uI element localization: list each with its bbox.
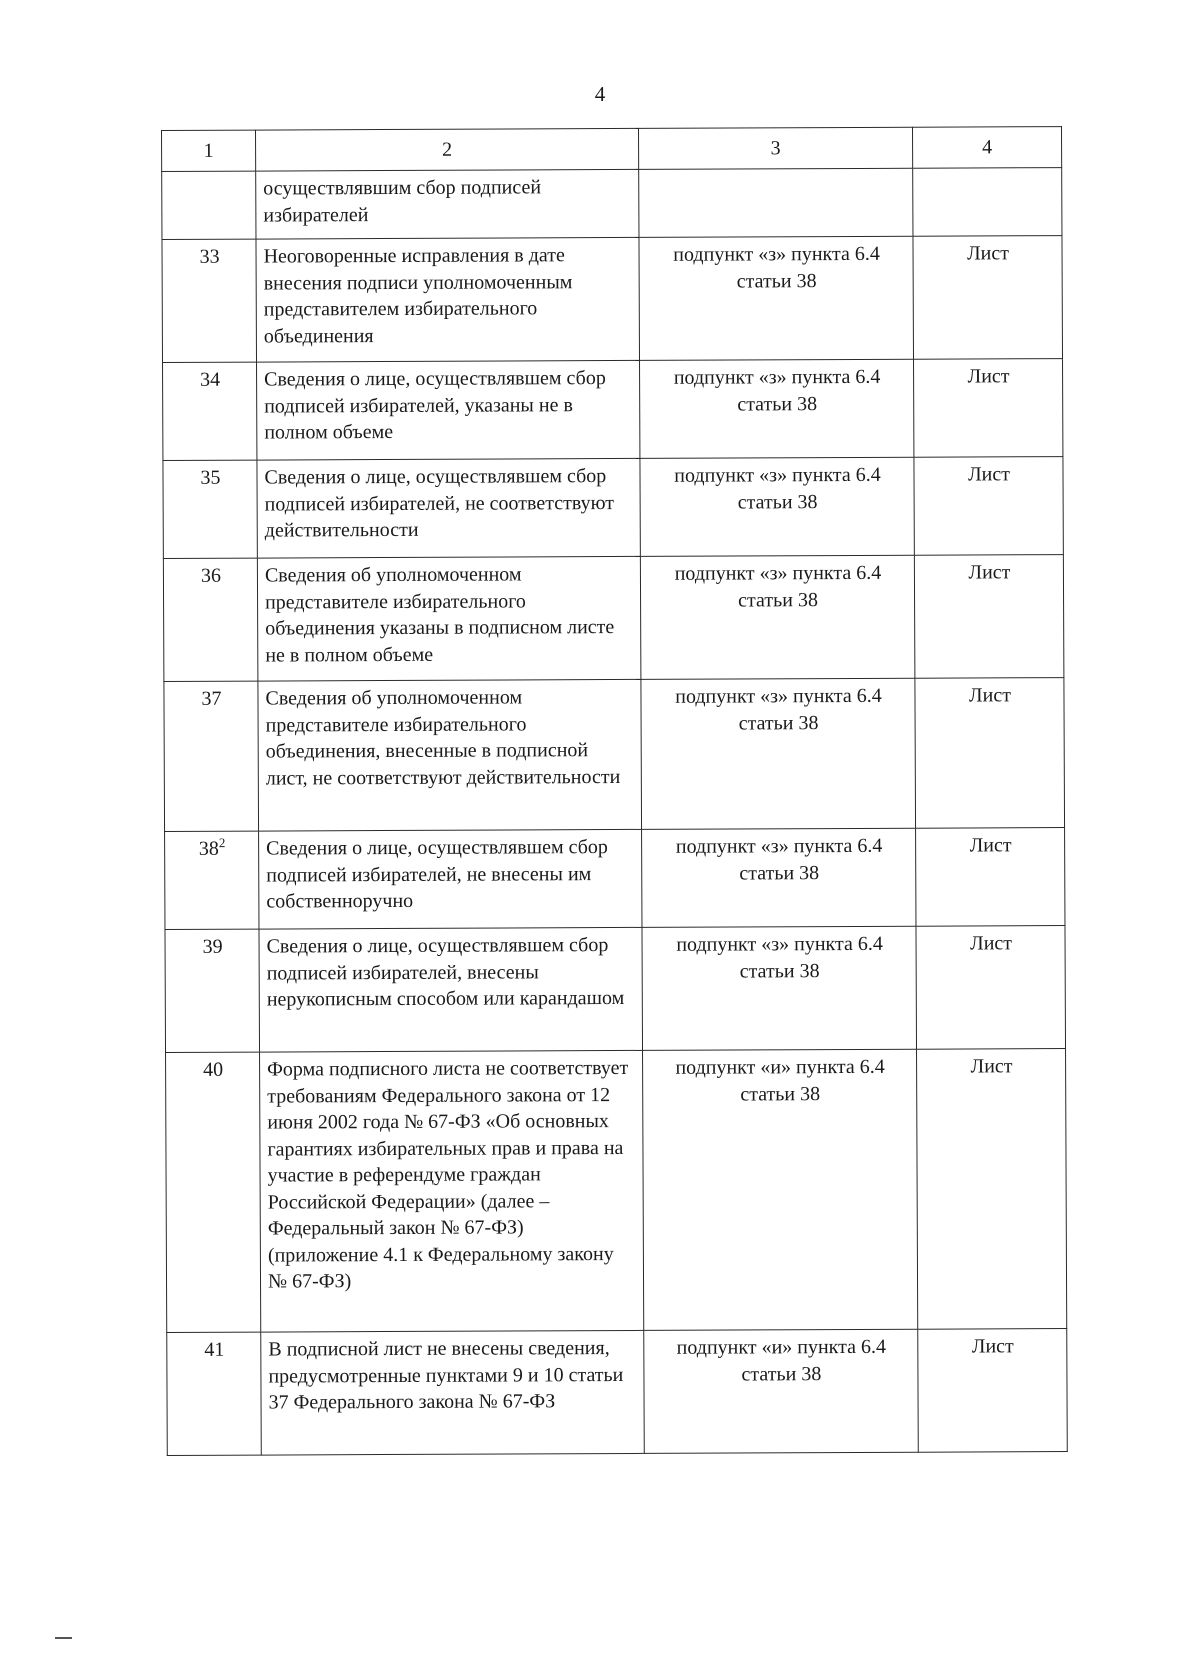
header-cell-1: 1 xyxy=(162,130,256,171)
table-row xyxy=(167,1329,1068,1456)
row-description: Сведения об уполномоченном представителе избирательного объединения, внесенные в подписной лист, не соответствуют действительности xyxy=(258,679,642,831)
row-description: осуществлявшим сбор подписей избирателей xyxy=(256,169,639,239)
row-number: 33 xyxy=(162,239,257,362)
row-description: Сведения об уполномоченном представителе избирательного объединения указаны в подписном листе не в полном объеме xyxy=(257,556,641,681)
table-header-row xyxy=(162,127,1062,172)
row-description: Сведения о лице, осуществлявшем сбор подписей избирателей, не внесены им собственноручно xyxy=(259,829,642,929)
table-row xyxy=(163,457,1063,559)
row-number: 39 xyxy=(165,929,260,1052)
row-legal-reference: подпункт «з» пункта 6.4 статьи 38 xyxy=(640,457,914,556)
row-unit: Лист xyxy=(916,926,1066,1050)
row-unit: Лист xyxy=(914,359,1063,458)
row-legal-reference: подпункт «з» пункта 6.4 статьи 38 xyxy=(641,678,916,829)
header-cell-4: 4 xyxy=(912,127,1061,169)
header-cell-2: 2 xyxy=(256,128,639,171)
row-number: 37 xyxy=(164,681,259,831)
row-number: $38^2$ xyxy=(165,831,259,929)
row-legal-reference: подпункт «з» пункта 6.4 статьи 38 xyxy=(639,236,914,360)
table-row xyxy=(165,828,1065,930)
row-unit: Лист xyxy=(918,1329,1068,1453)
row-unit xyxy=(913,168,1062,237)
table-row xyxy=(166,1049,1067,1333)
row-legal-reference: подпункт «и» пункта 6.4 статьи 38 xyxy=(644,1329,919,1453)
row-legal-reference: подпункт «з» пункта 6.4 статьи 38 xyxy=(640,555,915,679)
row-description: Сведения о лице, осуществлявшем сбор подписей избирателей, не соответствуют действительности xyxy=(257,458,640,558)
row-legal-reference xyxy=(639,168,913,237)
row-unit: Лист xyxy=(913,236,1063,360)
row-number: 40 xyxy=(166,1052,261,1332)
row-description: Неоговоренные исправления в дате внесения подписи уполномоченным представителем избирательного объединения xyxy=(256,237,640,362)
row-unit: Лист xyxy=(914,555,1064,679)
row-number: 35 xyxy=(163,460,257,558)
table-row xyxy=(163,359,1063,461)
row-description: В подписной лист не внесены сведения, предусмотренные пунктами 9 и 10 статьи 37 Федерального закона № 67-ФЗ xyxy=(261,1330,645,1455)
page-number: 4 xyxy=(594,82,606,106)
row-legal-reference: подпункт «з» пункта 6.4 статьи 38 xyxy=(642,926,917,1050)
row-number xyxy=(162,171,256,239)
violations-table xyxy=(161,126,1068,1456)
row-unit: Лист xyxy=(917,1049,1067,1330)
row-unit: Лист xyxy=(916,828,1065,927)
row-unit: Лист xyxy=(915,678,1065,829)
row-legal-reference: подпункт «и» пункта 6.4 статьи 38 xyxy=(643,1049,918,1330)
row-number: 36 xyxy=(163,558,258,681)
row-description: Сведения о лице, осуществлявшем сбор подписей избирателей, указаны не в полном объеме xyxy=(257,360,640,460)
row-number: 41 xyxy=(167,1332,262,1455)
table-row xyxy=(162,236,1063,363)
footer-dash xyxy=(55,1637,72,1639)
table-row xyxy=(165,926,1066,1053)
row-legal-reference: подпункт «з» пункта 6.4 статьи 38 xyxy=(640,359,914,458)
table-row xyxy=(162,168,1062,240)
table-row xyxy=(164,678,1065,832)
row-description: Форма подписного листа не соответствует требованиям Федерального закона от 12 июня 2002 года № 67-ФЗ «Об основных гарантиях избирательных прав и права на участие в референдуме граждан Российской Федерации» (далее – Федеральный закон № 67-ФЗ) (приложение 4.1 к Федеральному закону № 67-ФЗ) xyxy=(260,1050,644,1332)
row-description: Сведения о лице, осуществлявшем сбор подписей избирателей, внесены нерукописным способом или карандашом xyxy=(259,927,643,1052)
header-cell-3: 3 xyxy=(638,127,912,169)
table-row xyxy=(163,555,1064,682)
row-unit: Лист xyxy=(914,457,1063,556)
row-number: 34 xyxy=(163,362,257,460)
row-legal-reference: подпункт «з» пункта 6.4 статьи 38 xyxy=(642,828,916,927)
